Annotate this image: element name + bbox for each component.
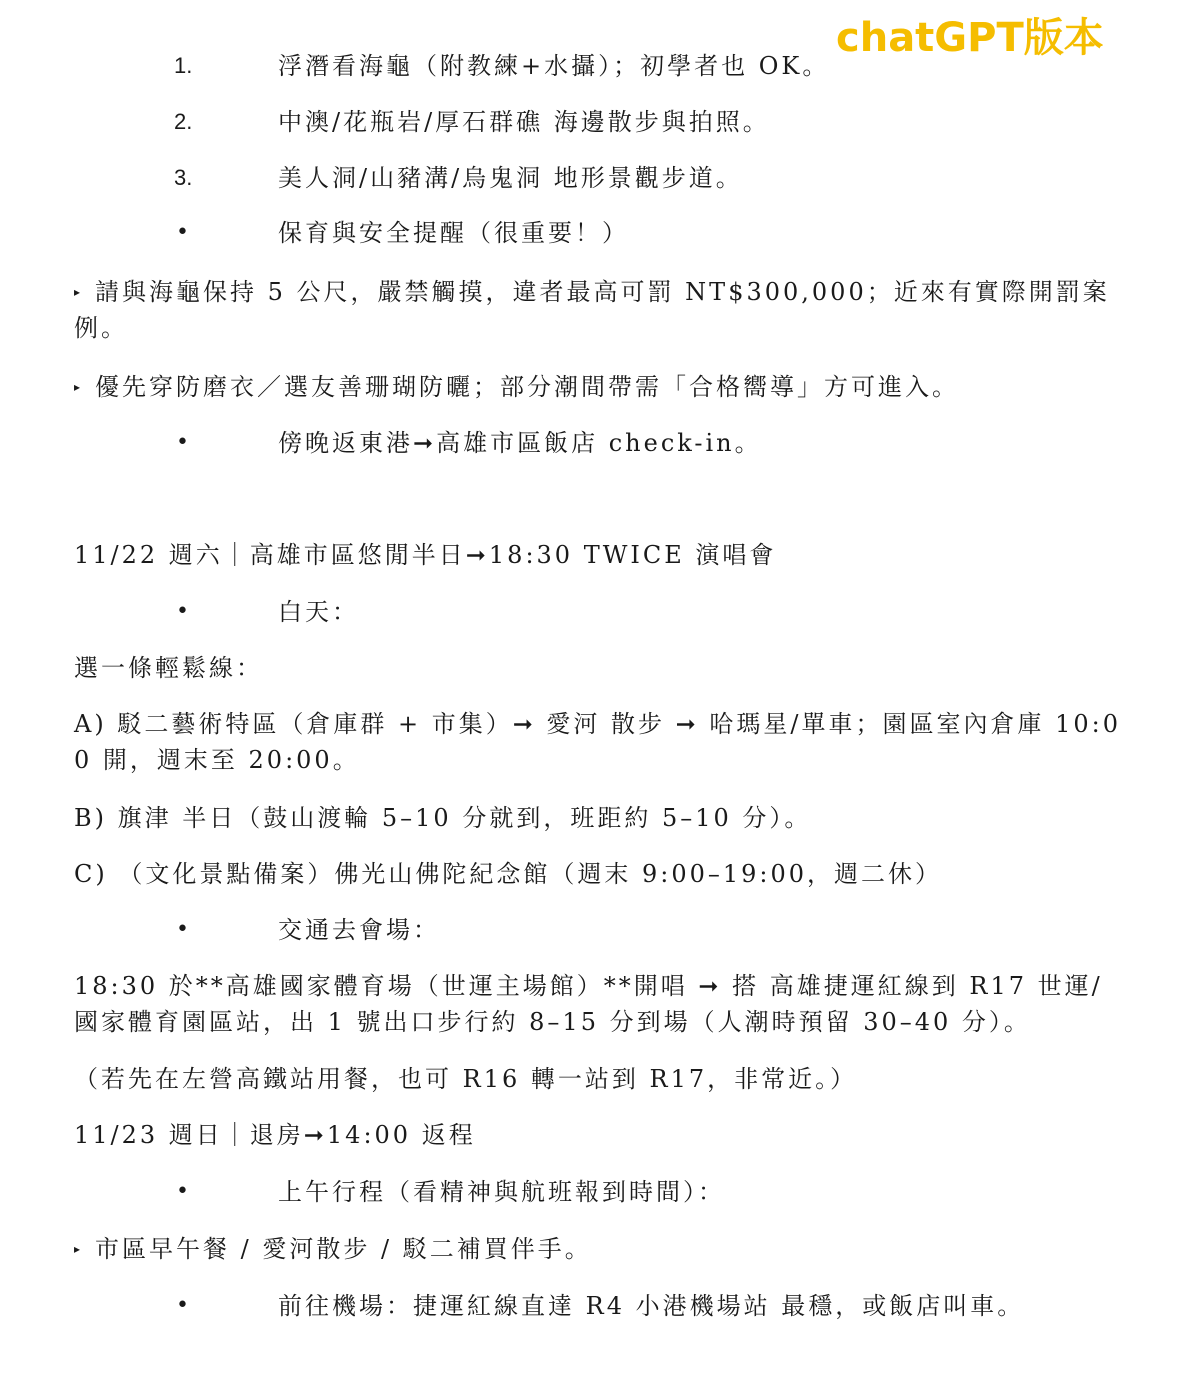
transport-label: 交通去會場： [278,916,440,944]
bullet-icon: • [176,1179,189,1204]
triangle-marker-icon: ▸ [74,285,84,299]
safety-note-text: 請與海龜保持 5 公尺，嚴禁觸摸，違者最高可罰 NT$300,000；近來有實際開罰案例。 [74,278,1110,342]
bullet-icon: • [176,430,189,455]
bullet-icon: • [176,220,189,245]
morning-label: 上午行程（看精神與航班報到時間）： [278,1178,725,1206]
safety-heading: 保育與安全提醒（很重要！） [278,219,629,247]
option-c: C) （文化景點備案）佛光山佛陀紀念館（週末 9:00–19:00，週二休） [74,860,943,888]
morning-note-text: 市區早午餐 / 愛河散步 / 駁二補買伴手。 [95,1235,592,1263]
day3-heading: 11/23 週日｜退房➞14:00 返程 [74,1121,476,1149]
airport-text: 前往機場：捷運紅線直達 R4 小港機場站 最穩，或飯店叫車。 [278,1292,1025,1320]
list-number: 1. [174,53,193,78]
evening-text: 傍晚返東港➞高雄市區飯店 check-in。 [278,429,762,457]
triangle-marker-icon: ▸ [74,380,84,394]
list-number: 3. [174,165,193,190]
safety-note [74,274,1124,346]
option-a: A) 駁二藝術特區（倉庫群 + 市集）➞ 愛河 散步 ➞ 哈瑪星/單車；園區室內倉庫 10:00 開，週末至 20:00。 [74,710,1122,774]
morning-note [74,1231,1124,1267]
list-item-text: 浮潛看海龜（附教練+水攝）；初學者也 OK。 [278,52,830,80]
safety-note [74,369,1124,405]
watermark-label: chatGPT版本 [836,15,1104,61]
bullet-icon: • [176,917,189,942]
list-item-text: 美人洞/山豬溝/烏鬼洞 地形景觀步道。 [278,164,743,192]
transport-note: （若先在左營高鐵站用餐，也可 R16 轉一站到 R17，非常近。） [74,1065,858,1093]
safety-note-text: 優先穿防磨衣／選友善珊瑚防曬；部分潮間帶需「合格嚮導」方可進入。 [95,373,960,401]
transport-detail: 18:30 於**高雄國家體育場（世運主場館）**開唱 ➞ 搭 高雄捷運紅線到 R17 世運/國家體育園區站，出 1 號出口步行約 8–15 分到場（人潮時預留 30–40 分）。 [74,972,1103,1036]
triangle-marker-icon: ▸ [74,1242,84,1256]
list-number: 2. [174,109,193,134]
day2-heading: 11/22 週六｜高雄市區悠閒半日➞18:30 TWICE 演唱會 [74,541,777,569]
bullet-icon: • [176,1293,189,1318]
option-b: B) 旗津 半日（鼓山渡輪 5–10 分就到，班距約 5–10 分）。 [74,804,812,832]
bullet-icon: • [176,599,189,624]
list-item-text: 中澳/花瓶岩/厚石群礁 海邊散步與拍照。 [278,108,770,136]
choose-route-label: 選一條輕鬆線： [74,654,263,682]
daytime-label: 白天： [278,598,359,626]
